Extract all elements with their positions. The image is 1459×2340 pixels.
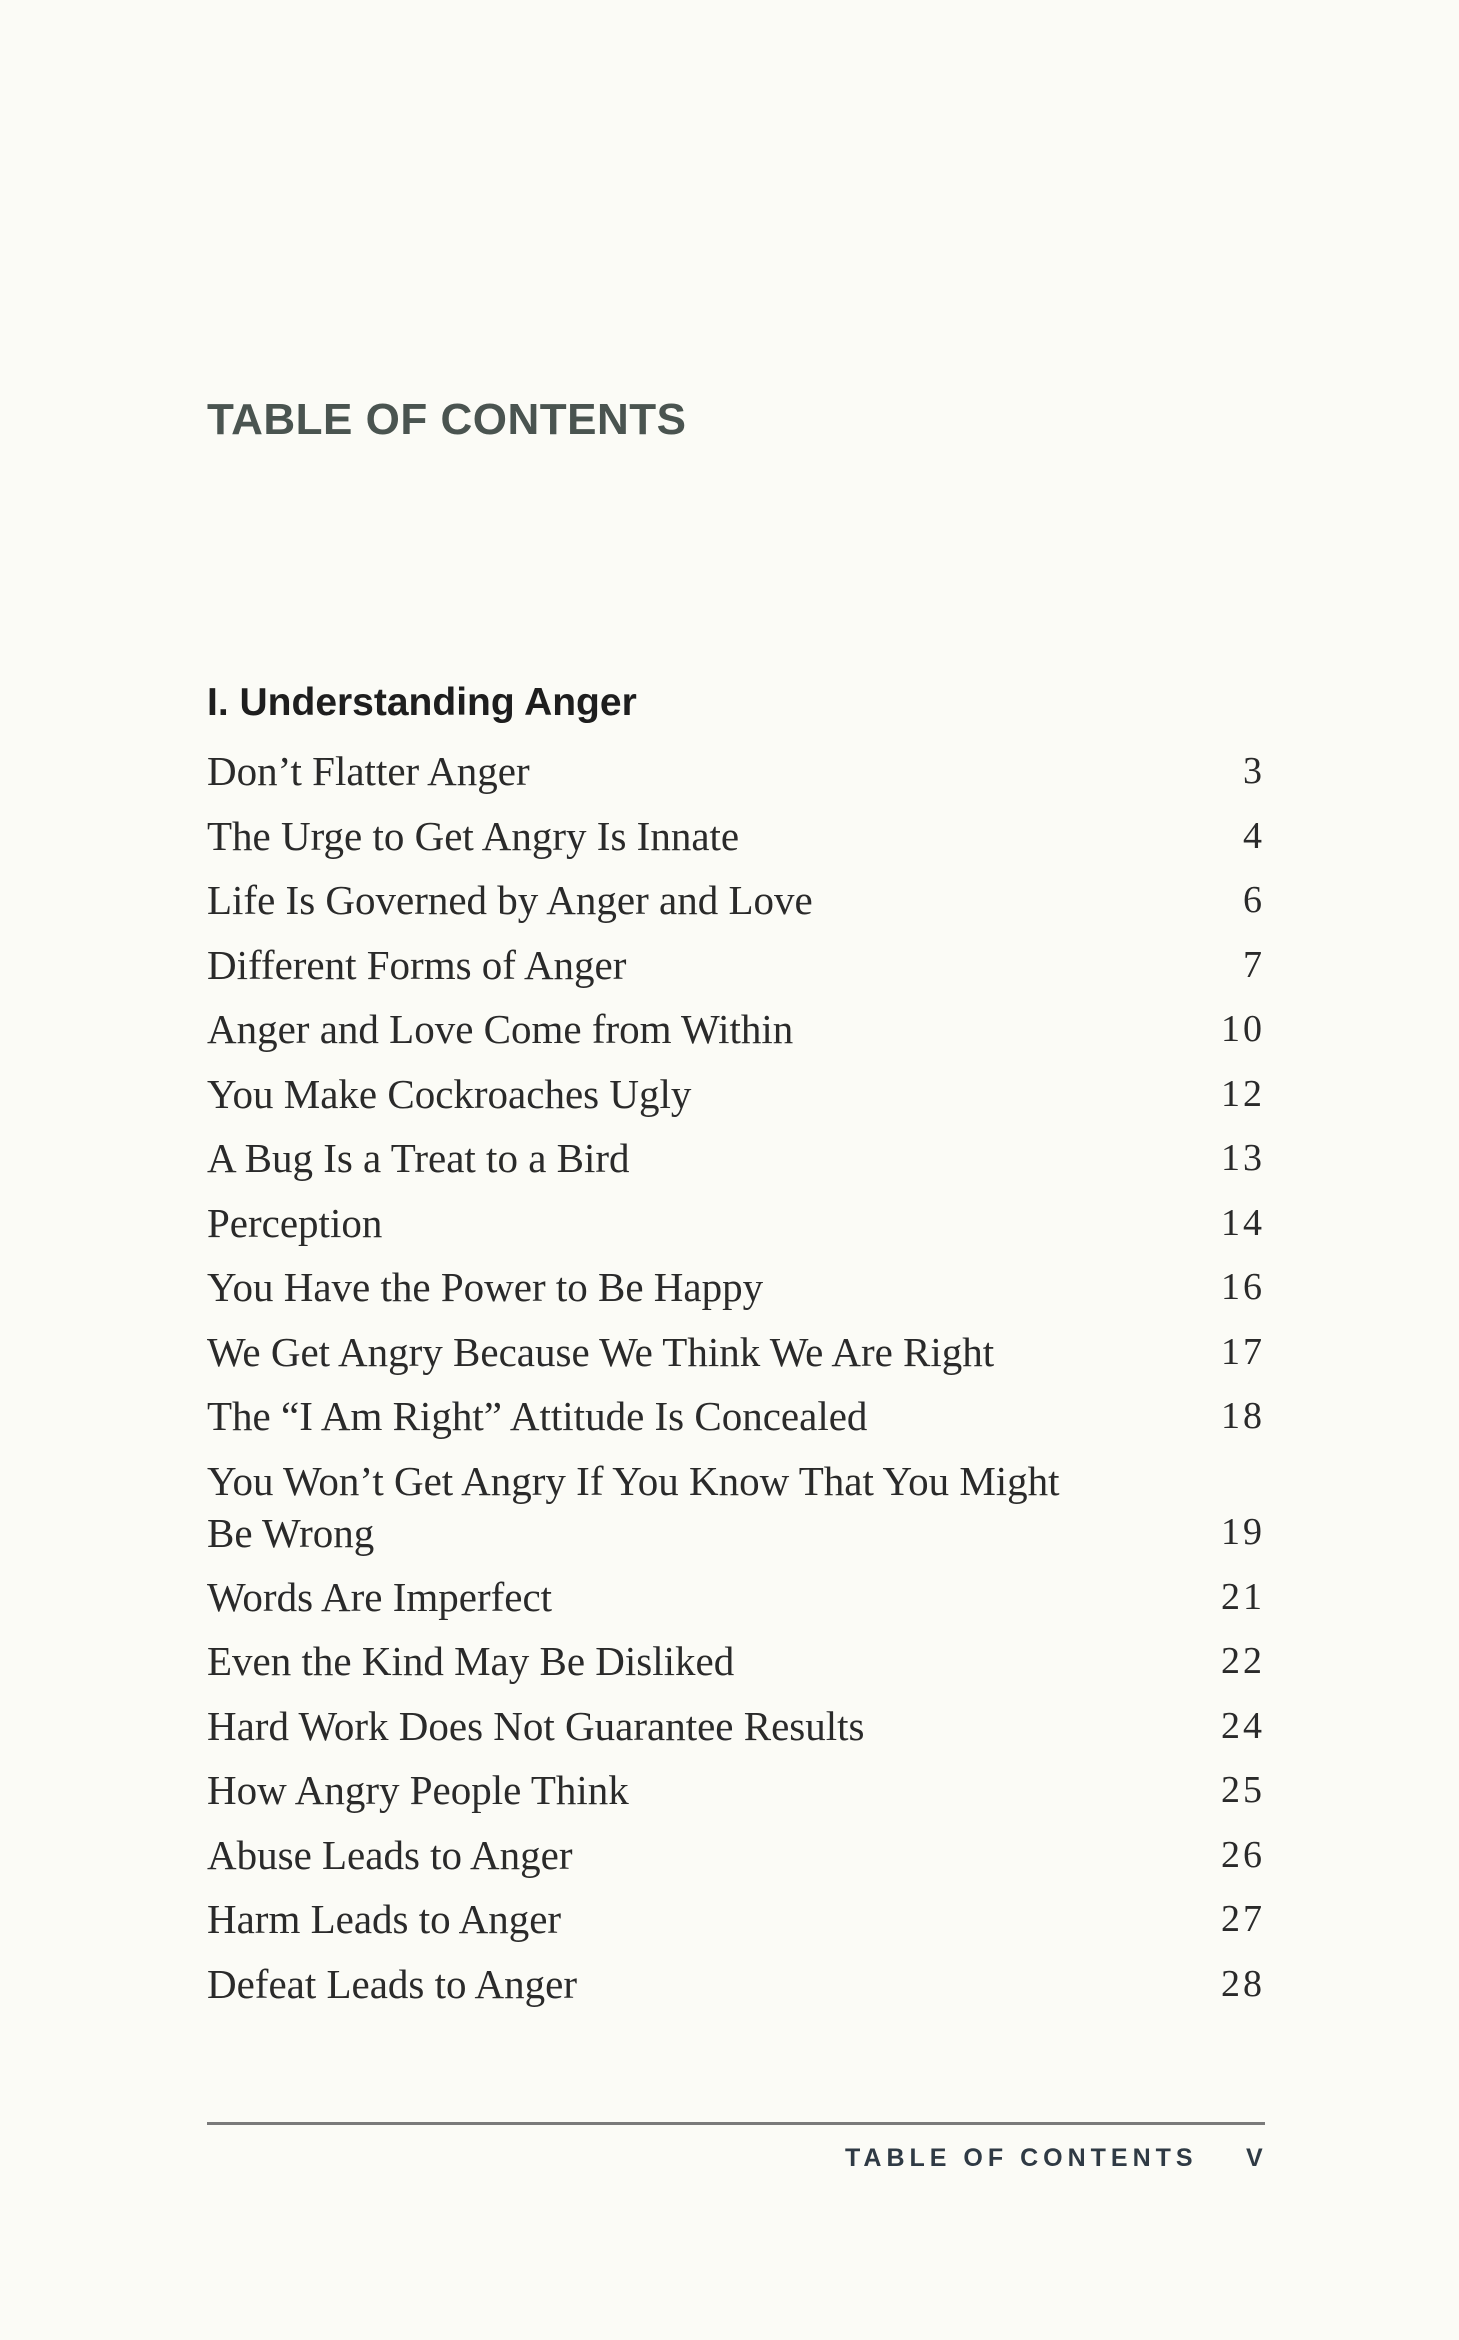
toc-entry-page: 27 (1221, 1898, 1265, 1940)
toc-entry-title: Words Are Imperfect (207, 1573, 553, 1620)
toc-entry[interactable] (207, 1261, 1265, 1326)
toc-entry-page: 13 (1221, 1137, 1265, 1179)
toc-entry-title: Different Forms of Anger (207, 941, 627, 988)
toc-entry[interactable] (207, 1571, 1265, 1636)
toc-entry-page: 3 (1243, 750, 1265, 792)
toc-entry-page: 4 (1243, 814, 1265, 857)
toc-entry-page: 28 (1221, 1962, 1265, 2005)
running-footer-label: TABLE OF CONTENTS (845, 2144, 1198, 2172)
toc-entry-title: The “I Am Right” Attitude Is Concealed (207, 1393, 868, 1439)
toc-entry-title: We Get Angry Because We Think We Are Right (207, 1328, 995, 1375)
toc-entry-page: 18 (1221, 1395, 1265, 1437)
toc-entry-title: Life Is Governed by Anger and Love (207, 877, 813, 923)
toc-entry-page: 14 (1221, 1201, 1265, 1244)
toc-entry-page: 10 (1221, 1008, 1265, 1050)
page-title: TABLE OF CONTENTS (207, 395, 687, 444)
toc-entry[interactable] (207, 1635, 1265, 1700)
toc-entry-list (207, 745, 1265, 2022)
section-title: I. Understanding Anger (207, 681, 637, 724)
toc-entry[interactable] (207, 1003, 1265, 1068)
toc-entry[interactable] (207, 1390, 1265, 1455)
toc-entry[interactable] (207, 1326, 1265, 1391)
toc-entry-page: 6 (1243, 879, 1265, 921)
toc-entry-page: 16 (1221, 1266, 1265, 1308)
toc-entry[interactable] (207, 745, 1265, 810)
toc-entry-title: Abuse Leads to Anger (207, 1831, 573, 1878)
toc-entry-title: You Have the Power to Be Happy (207, 1264, 764, 1310)
toc-entry[interactable] (207, 1068, 1265, 1133)
toc-entry-title: Anger and Love Come from Within (207, 1006, 794, 1052)
toc-entry-title: A Bug Is a Treat to a Bird (207, 1135, 630, 1181)
toc-entry-title: The Urge to Get Angry Is Innate (207, 812, 740, 859)
toc-entry-title: Perception (207, 1199, 383, 1246)
toc-entry[interactable] (207, 874, 1265, 939)
toc-entry-page: 22 (1221, 1640, 1265, 1682)
toc-entry[interactable] (207, 1764, 1265, 1829)
toc-entry-page: 7 (1243, 943, 1265, 986)
toc-entry[interactable] (207, 1700, 1265, 1765)
toc-entry-title: Defeat Leads to Anger (207, 1960, 577, 2007)
footer-divider (207, 2122, 1265, 2125)
toc-entry-title: You Make Cockroaches Ugly (207, 1070, 692, 1117)
toc-entry-title: How Angry People Think (207, 1767, 629, 1813)
toc-entry-page: 17 (1221, 1330, 1265, 1373)
toc-entry-page: 26 (1221, 1833, 1265, 1876)
toc-entry-page: 21 (1221, 1575, 1265, 1618)
toc-entry-page: 12 (1221, 1072, 1265, 1115)
toc-entry[interactable] (207, 939, 1265, 1004)
toc-entry-page: 24 (1221, 1704, 1265, 1747)
toc-entry-page: 19 (1221, 1511, 1265, 1553)
toc-entry[interactable] (207, 810, 1265, 875)
toc-entry[interactable] (207, 1958, 1265, 2023)
page-number: V (1246, 2144, 1263, 2172)
toc-entry[interactable] (207, 1132, 1265, 1197)
toc-entry-title: Harm Leads to Anger (207, 1896, 562, 1942)
toc-entry[interactable] (207, 1197, 1265, 1262)
toc-entry-title: Even the Kind May Be Disliked (207, 1638, 735, 1684)
toc-entry-title: Hard Work Does Not Guarantee Results (207, 1702, 865, 1749)
toc-entry[interactable] (207, 1893, 1265, 1958)
toc-entry-title: You Won’t Get Angry If You Know That You Might Be Wrong (207, 1457, 1060, 1556)
toc-entry[interactable] (207, 1829, 1265, 1894)
toc-entry[interactable] (207, 1455, 1265, 1571)
toc-entry-title: Don’t Flatter Anger (207, 748, 530, 794)
toc-entry-page: 25 (1221, 1769, 1265, 1811)
